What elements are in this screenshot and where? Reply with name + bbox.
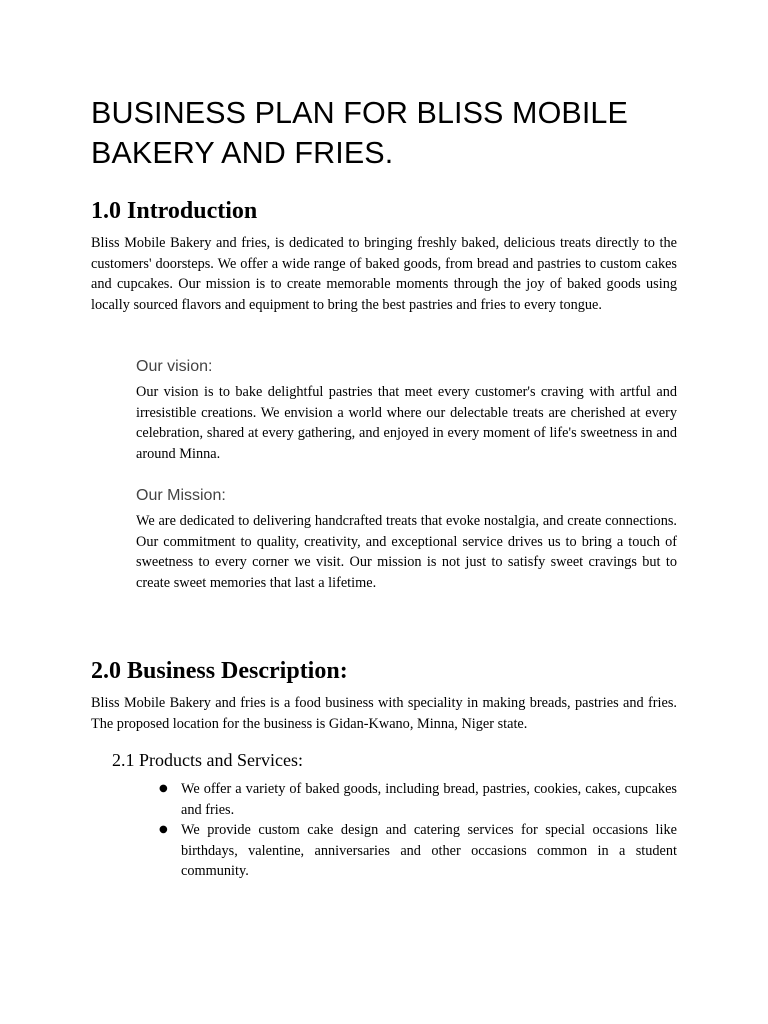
section-heading-introduction: 1.0 Introduction	[91, 198, 258, 224]
bullet-icon: ●	[159, 824, 168, 835]
subheading-our-mission: Our Mission:	[136, 487, 226, 504]
vision-paragraph: Our vision is to bake delightful pastries that meet every customer's craving with artful and irresistible creations. We envision a world where our delectable treats are cherished at every celebration, shared at every gathering, and enjoyed in every moment of life's sweetness in and around Minna.	[136, 384, 677, 462]
list-item	[155, 779, 677, 820]
mission-paragraph: We are dedicated to delivering handcrafted treats that evoke nostalgia, and create connections. Our commitment to quality, creativity, and exceptional service drives us to bring a touch of sweetness to every corner we visit. Our mission is not just to satisfy sweet cravings but to create sweet memories that last a lifetime.	[136, 513, 677, 591]
document-title: BUSINESS PLAN FOR BLISS MOBILE BAKERY AND FRIES.	[91, 96, 628, 170]
business-description-paragraph: Bliss Mobile Bakery and fries is a food business with speciality in making breads, pastries and fries. The proposed location for the business is Gidan-Kwano, Minna, Niger state.	[91, 695, 677, 732]
introduction-paragraph: Bliss Mobile Bakery and fries, is dedicated to bringing freshly baked, delicious treats directly to the customers' doorsteps. We offer a wide range of baked goods, from bread and pastries to custom cakes and cupcakes. Our mission is to create memorable moments through the joy of baked goods using locally sourced flavors and equipment to bring the best pastries and fries to every tongue.	[91, 235, 677, 313]
list-item	[155, 820, 677, 882]
section-heading-business-description: 2.0 Business Description:	[91, 658, 348, 684]
list-item-text: We provide custom cake design and catering services for special occasions like birthdays, valentine, anniversaries and other occasions common in a student community.	[181, 822, 677, 879]
subheading-our-vision: Our vision:	[136, 358, 213, 375]
subheading-products-and-services: 2.1 Products and Services:	[112, 750, 303, 770]
list-item-text: We offer a variety of baked goods, including bread, pastries, cookies, cakes, cupcakes and fries.	[181, 781, 677, 818]
bullet-icon: ●	[159, 783, 168, 794]
products-services-list	[155, 779, 677, 882]
